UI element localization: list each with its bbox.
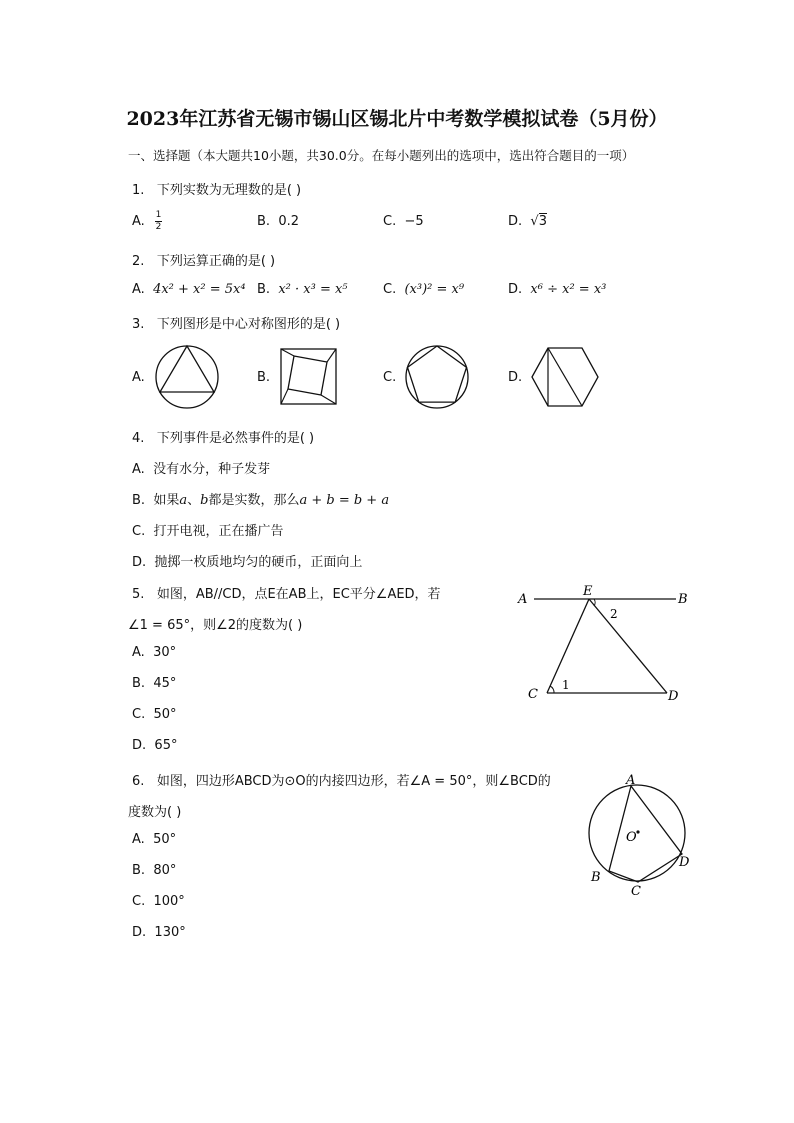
label-d: D: [679, 855, 690, 870]
question-number: 6.: [132, 774, 145, 789]
question-1-stem: [132, 179, 301, 198]
q1-option-d[interactable]: [508, 214, 547, 229]
q1-option-a[interactable]: [132, 211, 162, 232]
option-text: 0.2: [278, 214, 300, 229]
question-text: 如图，四边形ABCD为⊙O的内接四边形，若∠A = 50°，则∠BCD的: [156, 774, 551, 789]
option-text: 130°: [154, 925, 186, 940]
angle-2-arc: [594, 599, 595, 606]
q3-option-c-letter: C.: [383, 370, 397, 385]
q5-geometry-figure: [510, 582, 700, 706]
option-letter: A.: [132, 462, 145, 477]
option-text: 50°: [153, 707, 177, 722]
label-a: A: [518, 592, 528, 607]
q5-option-a[interactable]: [132, 645, 176, 660]
option-text: 都是实数，那么: [208, 493, 300, 508]
option-letter: D.: [508, 282, 523, 297]
page-title: 2023年江苏省无锡市锡山区锡北片中考数学模拟试卷（5月份）: [126, 108, 668, 130]
question-number: 1.: [132, 183, 145, 198]
option-text: 3: [538, 214, 547, 229]
question-number: 4.: [132, 431, 145, 446]
fraction-numerator: 1: [155, 210, 162, 220]
q6-option-d[interactable]: [132, 925, 186, 940]
q3-figure-d[interactable]: [530, 346, 600, 408]
option-letter: A.: [132, 645, 145, 660]
option-letter: C.: [383, 282, 397, 297]
option-letter: C.: [132, 894, 146, 909]
question-6-stem-line1: [132, 770, 551, 789]
question-number: 3.: [132, 317, 145, 332]
q4-option-b[interactable]: [132, 489, 389, 508]
question-2-stem: [132, 250, 275, 269]
option-text: x² · x³ = x⁵: [278, 282, 348, 297]
center-point: [636, 830, 639, 833]
question-text: 下列运算正确的是( ): [156, 254, 276, 269]
label-c: C: [631, 884, 641, 899]
option-letter: C.: [132, 707, 146, 722]
q3-option-d-letter: D.: [508, 370, 523, 385]
q3-option-a-letter: A.: [132, 370, 145, 385]
sqrt-symbol: √3: [530, 214, 547, 229]
option-letter: A.: [132, 214, 145, 229]
q3-figure-a[interactable]: [154, 344, 220, 410]
label-o: O: [626, 830, 637, 845]
q6-option-c[interactable]: [132, 894, 185, 909]
q2-option-c[interactable]: [383, 282, 464, 297]
fraction: [155, 211, 162, 232]
label-a: A: [626, 773, 636, 788]
question-6-stem-line2: 度数为( ): [128, 805, 182, 820]
option-text: 没有水分，种子发芽: [153, 462, 271, 477]
question-text: 下列实数为无理数的是( ): [156, 183, 302, 198]
q1-option-c[interactable]: [383, 214, 424, 229]
question-4-stem: [132, 427, 314, 446]
option-letter: C.: [132, 524, 146, 539]
q6-option-a[interactable]: [132, 832, 176, 847]
q2-option-d[interactable]: [508, 282, 606, 297]
label-d: D: [668, 689, 679, 704]
option-letter: B.: [257, 282, 271, 297]
option-letter: B.: [132, 493, 146, 508]
section-heading: 一、选择题（本大题共10小题，共30.0分。在每小题列出的选项中，选出符合题目的一项）: [128, 148, 635, 163]
q6-option-b[interactable]: [132, 863, 176, 878]
option-text: 30°: [153, 645, 177, 660]
q3-figure-b[interactable]: [278, 346, 340, 408]
option-letter: D.: [132, 738, 147, 753]
option-letter: B.: [132, 676, 146, 691]
q4-option-c[interactable]: [132, 520, 284, 539]
q3-figure-c[interactable]: [404, 344, 470, 410]
question-text: 下列事件是必然事件的是( ): [156, 431, 315, 446]
option-letter: D.: [508, 214, 523, 229]
q2-option-b[interactable]: [257, 282, 348, 297]
angle-1-arc: [550, 686, 554, 693]
q5-option-c[interactable]: [132, 707, 177, 722]
option-text: 50°: [153, 832, 177, 847]
option-letter: D.: [132, 555, 147, 570]
question-text: 如图，AB//CD，点E在AB上，EC平分∠AED，若: [156, 587, 441, 602]
label-b: B: [591, 870, 601, 885]
option-text: 、: [187, 493, 201, 508]
option-text: 80°: [153, 863, 177, 878]
q4-option-d[interactable]: [132, 551, 362, 570]
q5-option-b[interactable]: [132, 676, 176, 691]
question-number: 2.: [132, 254, 145, 269]
option-text: 65°: [154, 738, 178, 753]
math-var: b: [200, 493, 209, 508]
q2-option-a[interactable]: [132, 282, 246, 297]
fraction-denominator: 2: [155, 222, 162, 232]
question-5-stem-line2: ∠1 = 65°，则∠2的度数为( ): [128, 618, 303, 633]
option-letter: A.: [132, 282, 145, 297]
option-letter: D.: [132, 925, 147, 940]
option-text: 4x² + x² = 5x⁴: [153, 282, 246, 297]
option-text: 100°: [153, 894, 185, 909]
q6-geometry-figure: [582, 770, 694, 900]
option-letter: A.: [132, 832, 145, 847]
option-text: 抛掷一枚质地均匀的硬币，正面向上: [154, 555, 363, 570]
q1-option-b[interactable]: [257, 214, 299, 229]
question-5-stem-line1: [132, 583, 441, 602]
option-text: 45°: [153, 676, 177, 691]
math-expression: a + b = b + a: [299, 493, 390, 508]
option-letter: B.: [132, 863, 146, 878]
question-3-stem: [132, 313, 340, 332]
label-e: E: [583, 584, 593, 599]
label-c: C: [528, 687, 538, 702]
label-angle-1: 1: [562, 678, 570, 692]
q4-option-a[interactable]: [132, 458, 270, 477]
option-text: (x³)² = x⁹: [404, 282, 465, 297]
label-angle-2: 2: [610, 607, 618, 621]
q5-option-d[interactable]: [132, 738, 177, 753]
option-letter: B.: [257, 214, 271, 229]
line-ed: [589, 599, 667, 693]
q3-option-b-letter: B.: [257, 370, 271, 385]
math-var: a: [179, 493, 188, 508]
option-text: 如果: [153, 493, 180, 508]
option-letter: C.: [383, 214, 397, 229]
option-text: −5: [404, 214, 424, 229]
option-text: 打开电视，正在播广告: [153, 524, 284, 539]
option-text: x⁶ ÷ x² = x³: [530, 282, 607, 297]
question-text: 下列图形是中心对称图形的是( ): [156, 317, 341, 332]
label-b: B: [678, 592, 688, 607]
question-number: 5.: [132, 587, 145, 602]
